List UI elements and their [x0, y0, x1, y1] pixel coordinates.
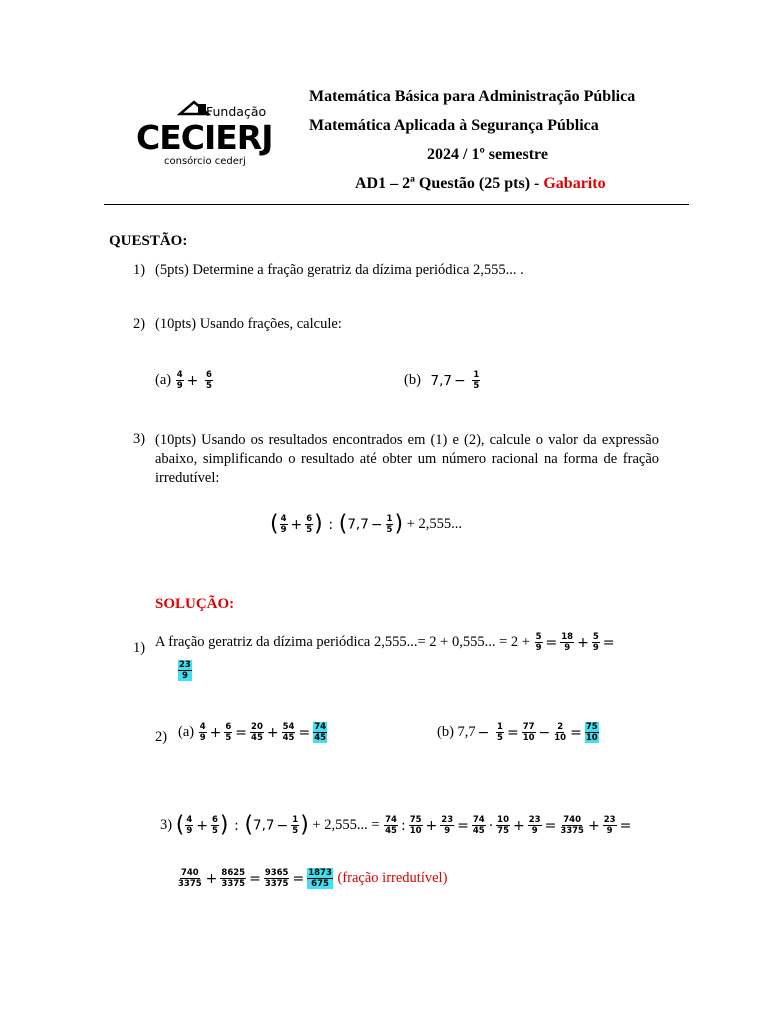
q2b-label: (b) — [404, 372, 421, 388]
questao-heading: QUESTÃO: — [109, 233, 188, 249]
s2a-label: (a) — [178, 724, 195, 740]
q2b-expression: (b) 7,7 − $\frac{1}{5}$ — [404, 370, 480, 391]
s3-result-line: $\frac{740}{3375}$ + $\frac{8625}{3375}$ = $\frac{9365}{3375}$ = $\frac{1873}{675}$ (fração irredutível) — [178, 868, 448, 889]
s3-expression: 3) ( $\frac{4}{9}$ + $\frac{6}{5}$ ) : (7,7 − $\frac{1}{5}$ ) + 2,555... = $\frac{74}{45}$ : $\frac{75}{10}$ + $\frac{23}{9}$ = $\frac{74}{45}$ · $\frac{10}{75}$ + $\frac{23}{9}$ = $\frac{740}{3375}$ + $\frac{23}{9}$ = — [160, 812, 632, 838]
logo-brand: CECIERJ — [136, 118, 273, 157]
course-title-2: Matemática Aplicada à Segurança Pública — [309, 117, 599, 134]
s2-number: 2) — [155, 729, 168, 745]
s1-text: A fração geratriz da dízima periódica 2,555...= 2 + 0,555... = 2 + — [155, 634, 530, 650]
q1-text: (5pts) Determine a fração geratriz da dízima periódica 2,555... . — [155, 262, 524, 278]
fraction: $\frac{6}{5}$ — [206, 370, 212, 391]
q2b-whole: 7,7 — [430, 372, 453, 389]
s3-number: 3) — [160, 817, 173, 833]
gabarito-label: Gabarito — [543, 175, 606, 192]
q2-text: (10pts) Usando frações, calcule: — [155, 316, 342, 332]
logo-consortium: consórcio cederj — [164, 156, 246, 167]
s2b-expression: (b) 7,7 − $\frac{1}{5}$ = $\frac{77}{10}$ − $\frac{2}{10}$ = $\frac{75}{10}$ — [437, 722, 598, 743]
q3-number: 3) — [133, 431, 146, 447]
s2b-label: (b) 7,7 — [437, 724, 476, 740]
s3-mid: + 2,555... = — [312, 817, 380, 833]
q2a-label: (a) — [155, 372, 172, 388]
fraction: $\frac{4}{9}$ — [176, 370, 183, 391]
q3-expression: ( $\frac{4}{9}$ + $\frac{6}{5}$ ) : (7,7 − $\frac{1}{5}$ ) + 2,555... — [270, 511, 462, 537]
q3-text: (10pts) Usando os resultados encontrados em (1) e (2), calcule o valor da expressão abaixo, simplificando o resultado até obter um número racional na forma de fração irredutível: — [155, 432, 659, 486]
header-divider — [104, 204, 689, 205]
course-title-1: Matemática Básica para Administração Pública — [309, 88, 636, 105]
s2a-expression: (a) $\frac{4}{9}$ + $\frac{6}{5}$ = $\frac{20}{45}$ + $\frac{54}{45}$ = $\frac{74}{45}$ — [178, 722, 327, 743]
q2-number: 2) — [133, 316, 146, 332]
s1-result: $\frac{23}{9}$ — [179, 660, 191, 681]
s1-expression: A fração geratriz da dízima periódica 2,555...= 2 + 0,555... = 2 + $\frac{5}{9}$ = $\frac{18}{9}$ + $\frac{5}{9}$ = — [155, 632, 615, 653]
solucao-heading: SOLUÇÃO: — [155, 596, 235, 612]
q3-tail: + 2,555... — [406, 516, 462, 532]
q2a-expression: (a) $\frac{4}{9}$ + $\frac{6}{5}$ — [155, 370, 212, 391]
assignment-title — [355, 175, 606, 193]
logo-fundacao: Fundação — [206, 104, 267, 119]
assignment-title-text: AD1 – 2ª Questão (25 pts) - — [355, 175, 544, 192]
irreducible-note: (fração irredutível) — [337, 870, 448, 886]
semester: 2024 / 1º semestre — [427, 146, 548, 163]
s1-number: 1) — [133, 640, 146, 656]
q1-number: 1) — [133, 262, 146, 278]
cecierj-logo — [128, 92, 288, 176]
fraction: $\frac{1}{5}$ — [473, 370, 480, 391]
